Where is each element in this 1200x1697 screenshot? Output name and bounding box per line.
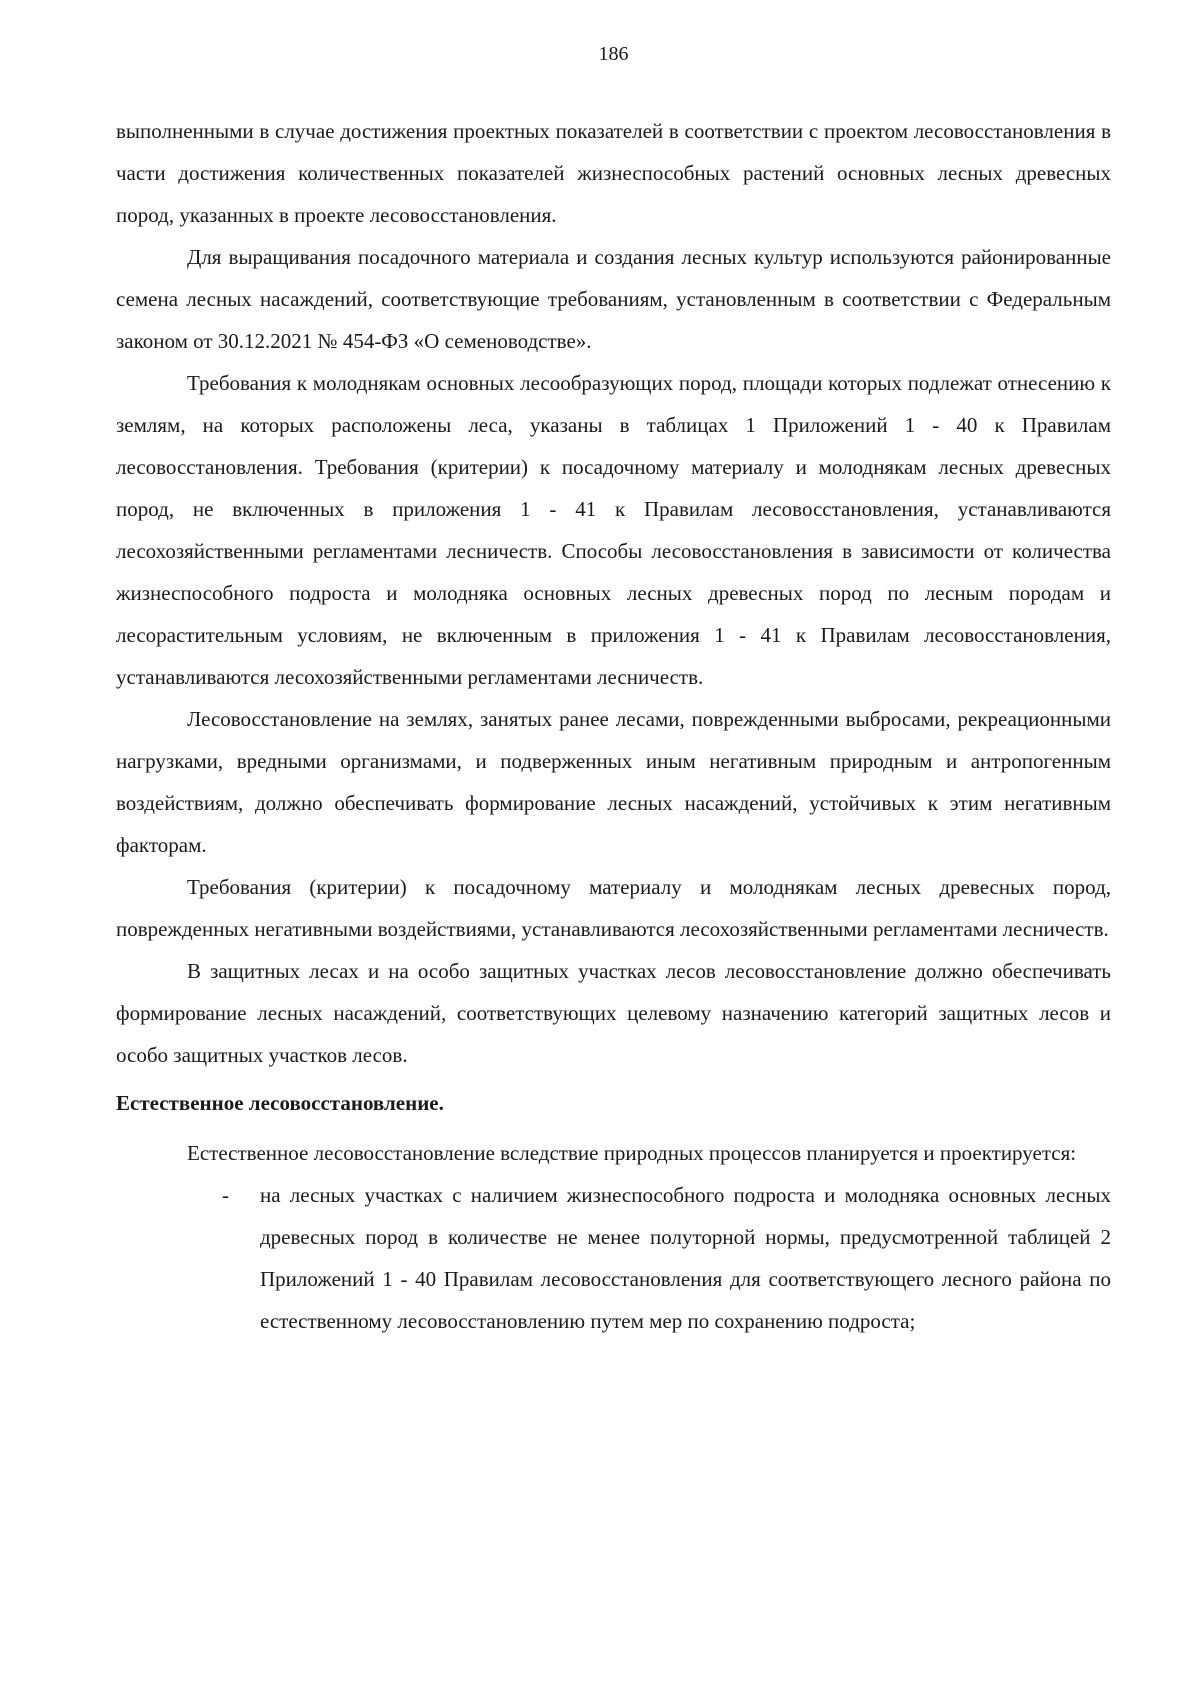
list-item xyxy=(116,1174,1111,1342)
paragraph-damaged-lands: Лесовосстановление на землях, занятых ранее лесами, поврежденными выбросами, рекреационными нагрузками, вредными организмами, и подверженных иным негативным природным и антропогенным воздействиям, должно обеспечивать формирование лесных насаждений, устойчивых к этим негативным факторам. xyxy=(116,707,1111,857)
natural-regeneration-list xyxy=(116,1174,1111,1342)
paragraph-damaged-stands-criteria: Требования (критерии) к посадочному материалу и молоднякам лесных древесных пород, поврежденных негативными воздействиями, устанавливаются лесохозяйственными регламентами лесничеств. xyxy=(116,875,1111,941)
section-heading: Естественное лесовосстановление. xyxy=(116,1091,444,1115)
paragraph-seeds: Для выращивания посадочного материала и создания лесных культур используются районированные семена лесных насаждений, соответствующие требованиям, установленным в соответствии с Федеральным законом от 30.12.2021 № 454-ФЗ «О семеноводстве». xyxy=(116,245,1111,353)
list-marker: - xyxy=(222,1183,229,1207)
section-intro: Естественное лесовосстановление вследствие природных процессов планируется и проектируется: xyxy=(187,1141,1077,1165)
document-body xyxy=(116,110,1111,1342)
paragraph-young-stands-requirements: Требования к молоднякам основных лесообразующих пород, площади которых подлежат отнесению к землям, на которых расположены леса, указаны в таблицах 1 Приложений 1 - 40 к Правилам лесовосстановления. Требования (критерии) к посадочному материалу и молоднякам лесных древесных пород, не включенных в приложения 1 - 41 к Правилам лесовосстановления, устанавливаются лесохозяйственными регламентами лесничеств. Способы лесовосстановления в зависимости от количества жизнеспособного подроста и молодняка основных лесных древесных пород по лесным породам и лесорастительным условиям, не включенным в приложения 1 - 41 к Правилам лесовосстановления, устанавливаются лесохозяйственными регламентами лесничеств. xyxy=(116,371,1111,689)
page-number: 186 xyxy=(598,43,629,65)
paragraph-protective-forests: В защитных лесах и на особо защитных участках лесов лесовосстановление должно обеспечивать формирование лесных насаждений, соответствующих целевому назначению категорий защитных лесов и особо защитных участков лесов. xyxy=(116,959,1111,1067)
list-item-text: на лесных участках с наличием жизнеспособного подроста и молодняка основных лесных древесных пород в количестве не менее полуторной нормы, предусмотренной таблицей 2 Приложений 1 - 40 Правилам лесовосстановления для соответствующего лесного района по естественному лесовосстановлению путем мер по сохранению подроста; xyxy=(260,1183,1111,1333)
paragraph-continuation: выполненными в случае достижения проектных показателей в соответствии с проектом лесовосстановления в части достижения количественных показателей жизнеспособных растений основных лесных древесных пород, указанных в проекте лесовосстановления. xyxy=(116,119,1111,227)
